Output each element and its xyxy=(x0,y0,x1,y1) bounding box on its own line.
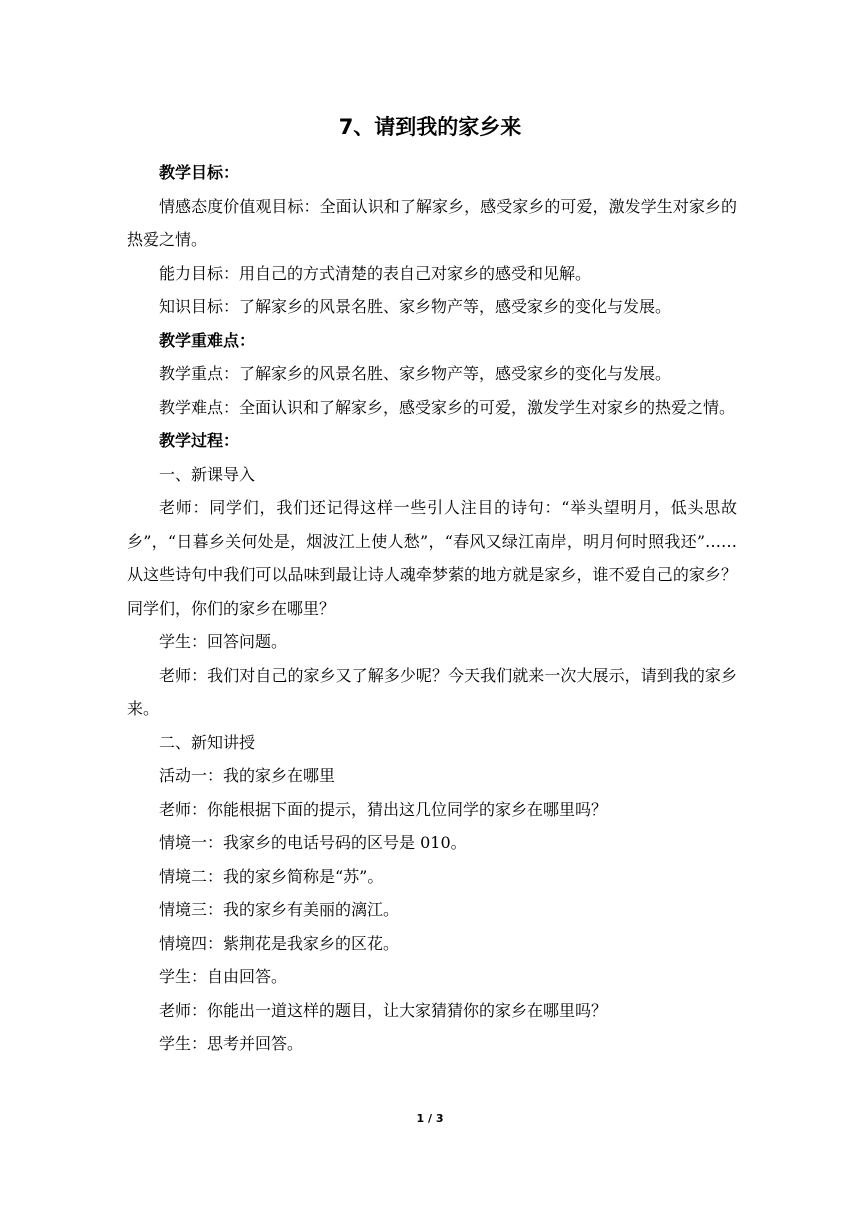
page-number: 1 / 3 xyxy=(416,1112,444,1125)
paragraph: 情境一：我家乡的电话号码的区号是 010。 xyxy=(159,833,467,852)
paragraph: 老师：同学们，我们还记得这样一些引人注目的诗句：“举头望明月，低头思故乡”，“日暮乡关何处是，烟波江上使人愁”，“春风又绿江南岸，明月何时照我还”……从这些诗句中我们可以品味到最让诗人魂牵梦萦的地方就是家乡，谁不爱自己的家乡？同学们，你们的家乡在哪里？ xyxy=(127,498,737,618)
paragraph: 能力目标：用自己的方式清楚的表自己对家乡的感受和见解。 xyxy=(159,263,592,283)
paragraph: 教学重点：了解家乡的风景名胜、家乡物产等，感受家乡的变化与发展。 xyxy=(159,364,672,383)
paragraph: 学生：自由回答。 xyxy=(159,967,288,986)
paragraph: 情境三：我的家乡有美丽的漓江。 xyxy=(159,900,400,919)
paragraph: 情感态度价值观目标：全面认识和了解家乡，感受家乡的可爱，激发学生对家乡的热爱之情。 xyxy=(127,196,737,249)
document-title: 7、请到我的家乡来 xyxy=(338,115,522,139)
paragraph: 知识目标：了解家乡的风景名胜、家乡物产等，感受家乡的变化与发展。 xyxy=(159,297,672,316)
paragraph: 教学难点：全面认识和了解家乡，感受家乡的可爱，激发学生对家乡的热爱之情。 xyxy=(159,397,736,417)
paragraph: 活动一：我的家乡在哪里 xyxy=(159,766,336,785)
paragraph: 二、新知讲授 xyxy=(159,732,256,752)
section-heading: 教学目标： xyxy=(159,163,240,182)
paragraph: 一、新课导入 xyxy=(159,464,256,484)
paragraph: 学生：回答问题。 xyxy=(159,632,288,651)
section-heading: 教学重难点： xyxy=(159,330,256,350)
document-body xyxy=(127,156,737,1061)
paragraph: 学生：思考并回答。 xyxy=(159,1034,304,1053)
paragraph: 老师：你能根据下面的提示，猜出这几位同学的家乡在哪里吗？ xyxy=(159,799,608,819)
paragraph: 情境四：紫荆花是我家乡的区花。 xyxy=(159,933,400,953)
paragraph: 老师：我们对自己的家乡又了解多少呢？今天我们就来一次大展示，请到我的家乡来。 xyxy=(127,665,737,718)
section-heading: 教学过程： xyxy=(159,431,240,450)
paragraph: 情境二：我的家乡简称是“苏”。 xyxy=(159,866,384,886)
paragraph: 老师：你能出一道这样的题目，让大家猜猜你的家乡在哪里吗？ xyxy=(159,1000,608,1020)
